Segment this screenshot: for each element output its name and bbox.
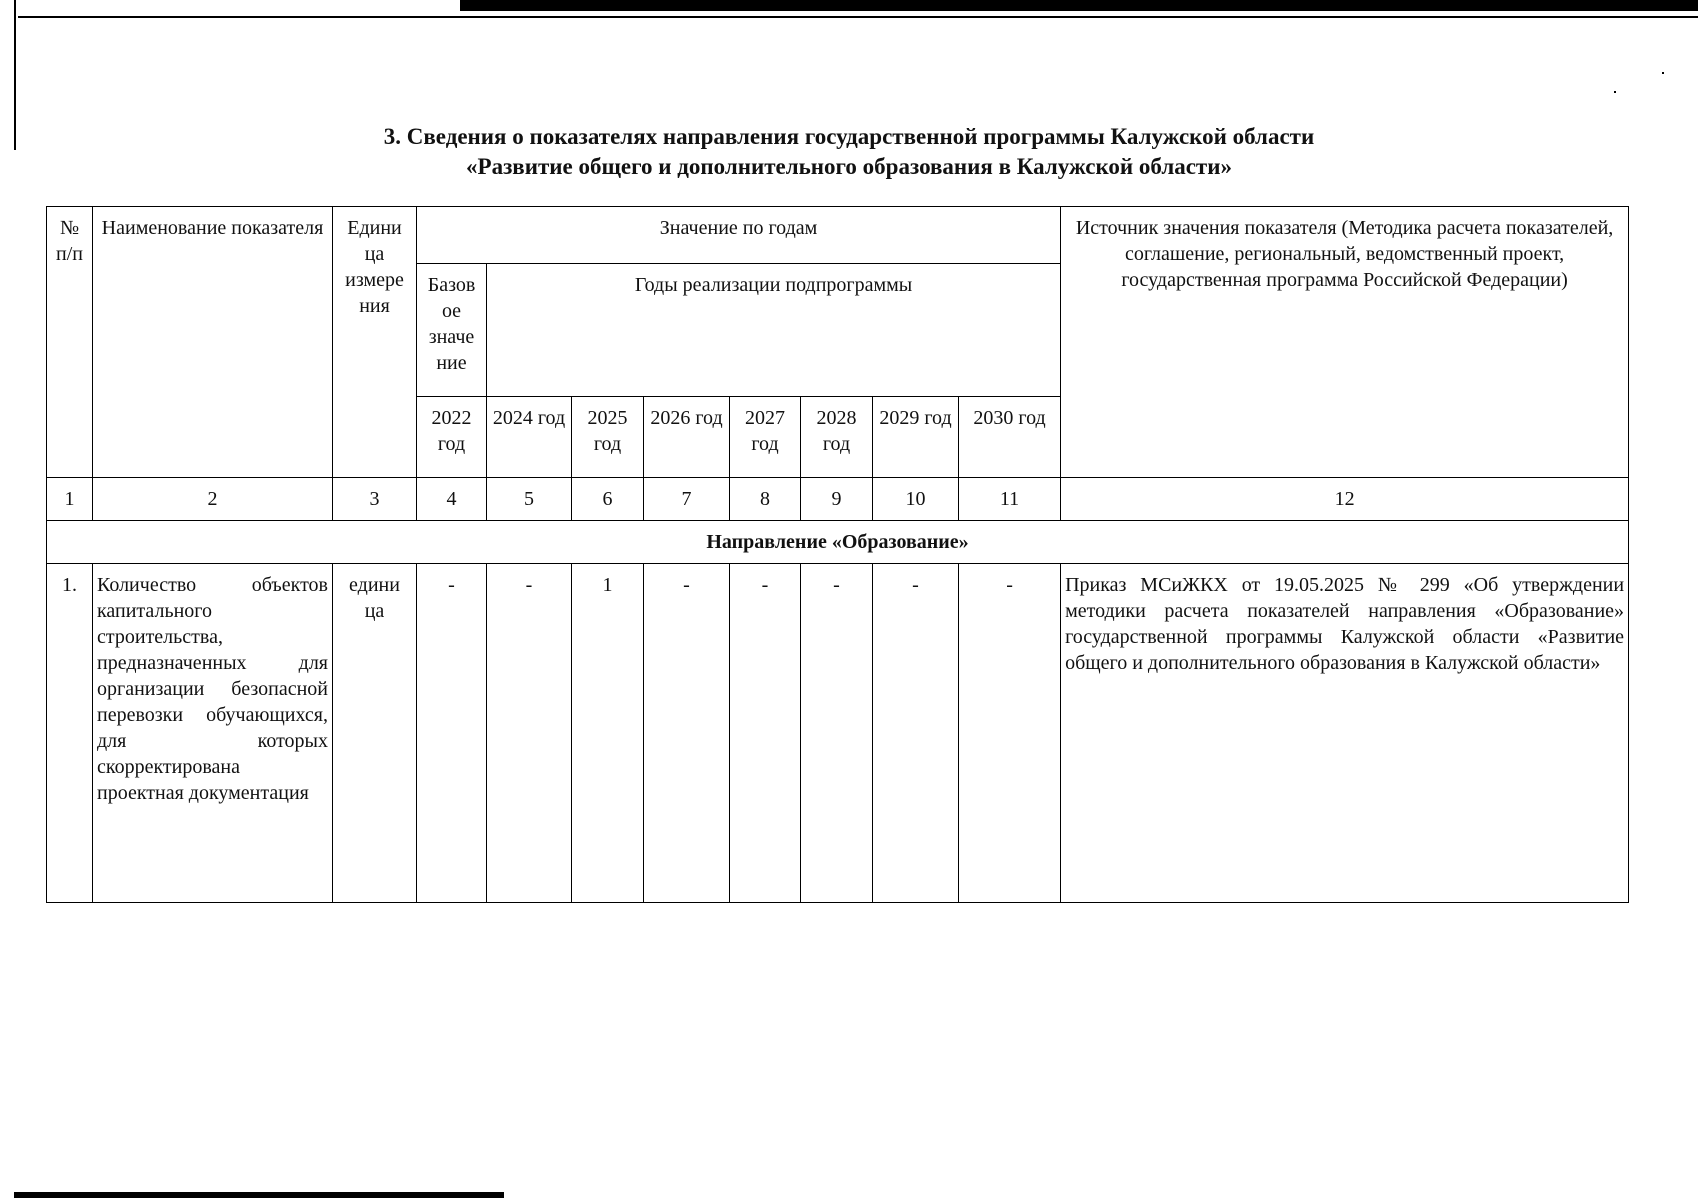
- scan-edge-top: [18, 16, 1698, 18]
- row-value: 1: [572, 564, 644, 903]
- header-year: 2022 год: [417, 397, 487, 478]
- header-year: 2030 год: [959, 397, 1061, 478]
- header-year: 2028 год: [801, 397, 873, 478]
- title-line-2: «Развитие общего и дополнительного образования в Калужской области»: [466, 154, 1232, 179]
- col-number: 6: [572, 478, 644, 521]
- header-year: 2025 год: [572, 397, 644, 478]
- header-num: № п/п: [47, 207, 93, 478]
- row-indicator-name: Количество объектов капитального строительства, предназначенных для организации безопасной перевозки обучающихся, для которых скорректирована проектная документация: [93, 564, 333, 903]
- col-number: 10: [873, 478, 959, 521]
- document-title: [0, 122, 1698, 182]
- row-num: 1.: [47, 564, 93, 903]
- header-values-by-year: Значение по годам: [417, 207, 1061, 264]
- title-line-1: 3. Сведения о показателях направления государственной программы Калужской области: [383, 124, 1315, 149]
- col-number: 11: [959, 478, 1061, 521]
- row-value: -: [417, 564, 487, 903]
- col-number: 7: [644, 478, 730, 521]
- header-impl-years: Годы реализации подпрограммы: [487, 264, 1061, 397]
- col-number: 1: [47, 478, 93, 521]
- indicators-table: [46, 206, 1629, 903]
- header-year: 2026 год: [644, 397, 730, 478]
- scan-edge-top-thick: [460, 0, 1698, 11]
- row-unit: едини ца: [333, 564, 417, 903]
- header-name: Наименование показателя: [93, 207, 333, 478]
- header-base-value: Базов ое значе ние: [417, 264, 487, 397]
- direction-heading: Направление «Образование»: [47, 521, 1629, 564]
- scan-edge-bottom: [14, 1192, 504, 1198]
- header-year: 2029 год: [873, 397, 959, 478]
- col-number: 9: [801, 478, 873, 521]
- scan-speck: [1614, 91, 1616, 93]
- row-value: -: [959, 564, 1061, 903]
- header-year: 2024 год: [487, 397, 572, 478]
- table-row: [47, 564, 1629, 903]
- col-number: 3: [333, 478, 417, 521]
- col-number: 5: [487, 478, 572, 521]
- row-value: -: [801, 564, 873, 903]
- header-unit: Едини ца измере ния: [333, 207, 417, 478]
- col-number: 2: [93, 478, 333, 521]
- header-source: Источник значения показателя (Методика расчета показателей, соглашение, региональный, ведомственный проект, государственная программа Российской Федерации): [1061, 207, 1629, 478]
- col-number: 12: [1061, 478, 1629, 521]
- col-number: 4: [417, 478, 487, 521]
- row-value: -: [644, 564, 730, 903]
- col-number: 8: [730, 478, 801, 521]
- row-value: -: [487, 564, 572, 903]
- header-year: 2027 год: [730, 397, 801, 478]
- row-value: -: [873, 564, 959, 903]
- row-source: Приказ МСиЖКХ от 19.05.2025 № 299 «Об утверждении методики расчета показателей направления «Образование» государственной программы Калужской области «Развитие общего и дополнительного образования в Калужской области»: [1061, 564, 1629, 903]
- row-value: -: [730, 564, 801, 903]
- scan-speck: [1662, 72, 1664, 74]
